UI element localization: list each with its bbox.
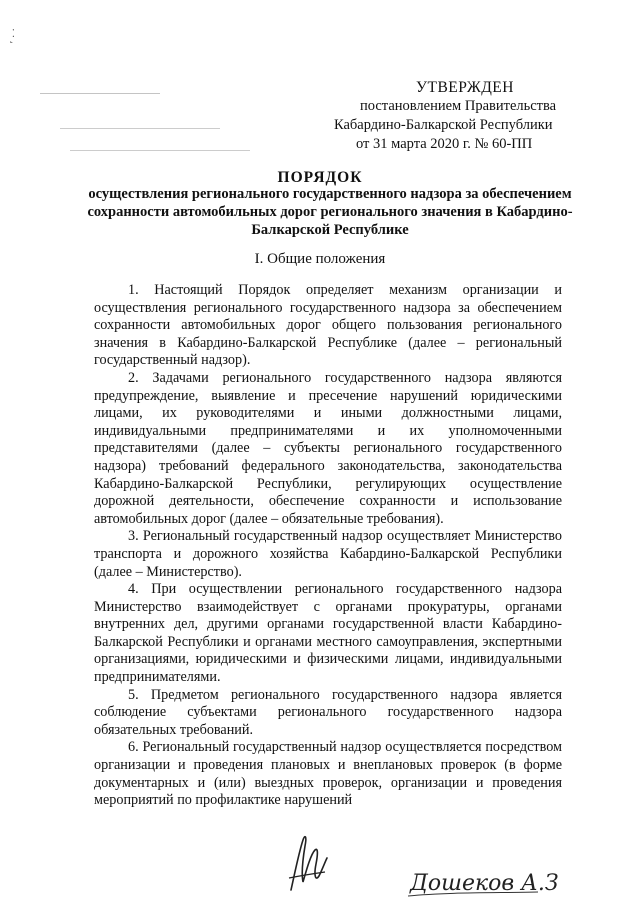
approval-line-1: постановлением Правительства (360, 98, 557, 114)
scan-artifact (70, 150, 250, 151)
signature-mark (285, 832, 331, 894)
paragraph: 2. Задачами регионального государственного надзора являются предупреждение, выявление и пресечение нарушений юридическими лицами, их руководителями и иными должностными лицами, индивидуальными предпринимателями и их уполномоченными представителями (далее – субъекты регионального государственного надзора) требований федерального законодательства, законодательства Кабардино-Балкарской Республики, регулирующих осуществление дорожной деятельности, обеспечение сохранности и использование автомобильных дорог (далее – обязательные требования). (94, 369, 562, 527)
paragraph: 4. При осуществлении регионального государственного надзора Министерство взаимодействует с органами прокуратуры, органами внутренних дел, другими органами государственной власти Кабардино-Балкарской Республики и органами местного самоуправления, экспертными организациями, юридическими и физическими лицами, индивидуальными предпринимателями. (94, 581, 562, 686)
scan-artifact (40, 93, 160, 94)
handwritten-signature (408, 862, 588, 900)
approval-block (330, 78, 580, 154)
paragraph: 6. Региональный государственный надзор осуществляется посредством организации и проведения плановых и внеплановых проверок (в форме документарных и (или) выездных проверок, организации и проведения мероприятий по профилактике нарушений (94, 739, 562, 809)
approval-line-2: Кабардино-Балкарской Республики (334, 117, 553, 133)
paragraph: 1. Настоящий Порядок определяет механизм организации и осуществления регионального государственного надзора за обеспечением сохранности автомобильных дорог общего пользования регионального значения в Кабардино-Балкарской Республике (далее – региональный государственный надзор). (94, 282, 562, 369)
document-body (94, 282, 562, 810)
approval-line-3: от 31 марта 2020 г. № 60-ПП (356, 136, 533, 152)
paragraph: 3. Региональный государственный надзор осуществляет Министерство транспорта и дорожного хозяйства Кабардино-Балкарской Республики (далее – Министерство). (94, 528, 562, 580)
paragraph: 5. Предметом регионального государственного надзора является соблюдение субъектами регионального государственного надзора обязательных требований. (94, 686, 562, 738)
margin-mark: ′ · · (8, 28, 20, 44)
svg-text:Дошеков А.З: Дошеков А.З (410, 871, 559, 896)
approval-title: УТВЕРЖДЕН (416, 79, 514, 96)
scan-artifact (60, 128, 220, 129)
document-subtitle: осуществления регионального государственного надзора за обеспечением сохранности автомобильных дорог регионального значения в Кабардино-Балкарской Республике (87, 186, 573, 238)
document-title: ПОРЯДОК (277, 169, 363, 186)
section-heading: I. Общие положения (254, 251, 386, 267)
